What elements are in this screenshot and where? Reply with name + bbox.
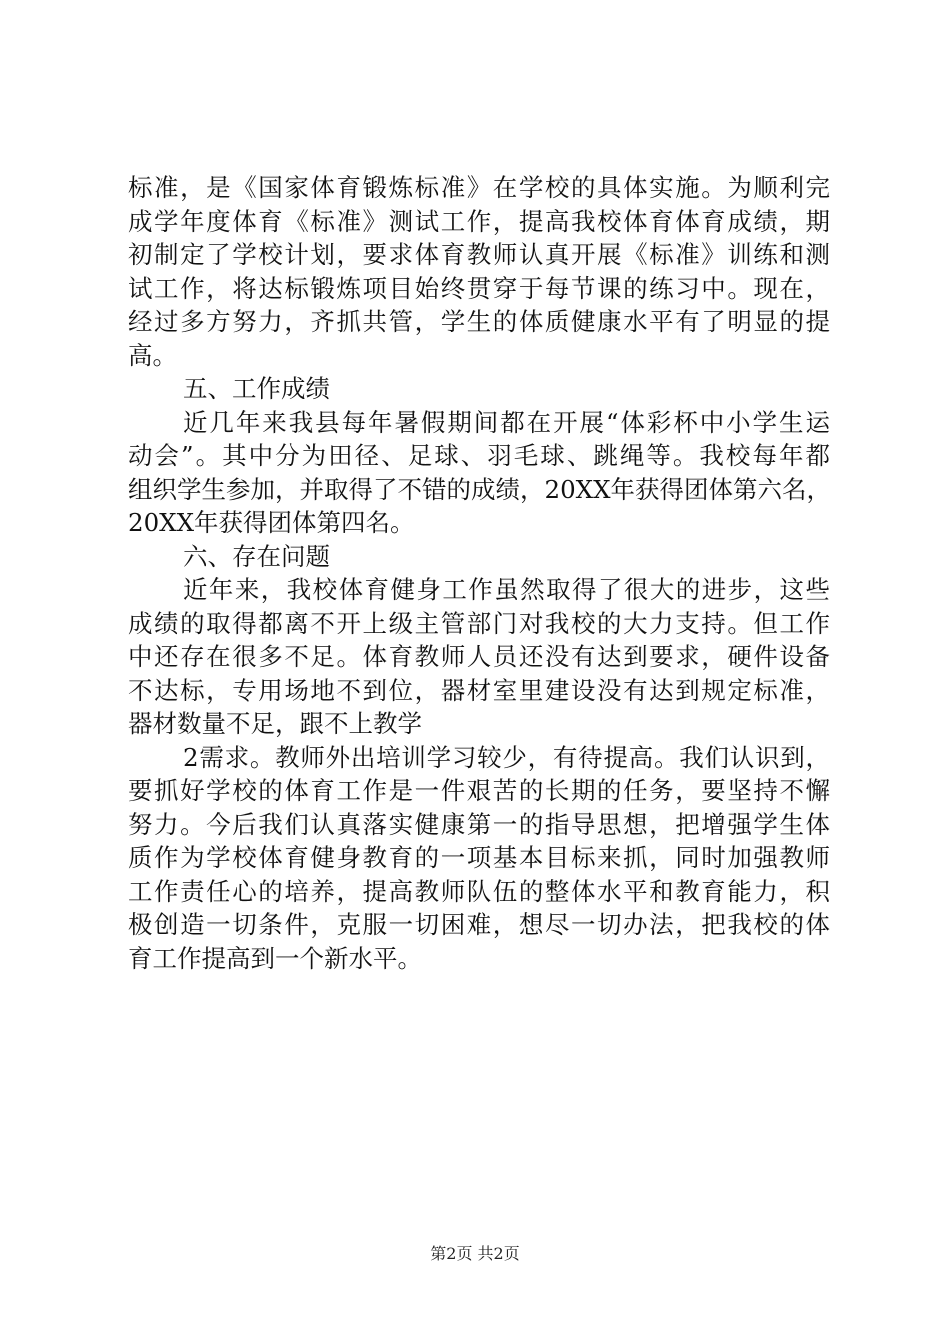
text-line: 工作责任心的培养，提高教师队伍的整体水平和教育能力，积	[128, 876, 830, 906]
text-line: 不达标，专用场地不到位，器材室里建设没有达到规定标准，	[128, 675, 830, 705]
text-line: 成绩的取得都离不开上级主管部门对我校的大力支持。但工作	[128, 608, 830, 638]
text-line: 标准，是《国家体育锻炼标准》在学校的具体实施。为顺利完	[128, 173, 830, 202]
text-line: 器材数量不足，跟不上教学	[128, 709, 422, 738]
text-line: 成学年度体育《标准》测试工作，提高我校体育体育成绩，期	[128, 206, 830, 236]
text-line: 试工作，将达标锻炼项目始终贯穿于每节课的练习中。现在，	[128, 273, 830, 303]
text-line: 中还存在很多不足。体育教师人员还没有达到要求，硬件设备	[128, 642, 830, 671]
text-line: 质作为学校体育健身教育的一项基本目标来抓，同时加强教师	[128, 843, 830, 872]
text-line: 动会”。其中分为田径、足球、羽毛球、跳绳等。我校每年都	[128, 441, 830, 470]
page-number-footer: 第2页 共2页	[430, 1244, 520, 1263]
text-line: 经过多方努力，齐抓共管，学生的体质健康水平有了明显的提	[128, 307, 830, 336]
text-line: 组织学生参加，并取得了不错的成绩，20XX年获得团体第六名，	[128, 474, 832, 504]
document-body	[128, 171, 830, 975]
text-line: 高。	[128, 340, 177, 370]
text-line: 2需求。教师外出培训学习较少，有待提高。我们认识到，	[183, 742, 830, 772]
text-line: 努力。今后我们认真落实健康第一的指导思想，把增强学生体	[128, 809, 830, 839]
text-line: 近几年来我县每年暑假期间都在开展“体彩杯中小学生运	[183, 407, 830, 437]
text-line: 要抓好学校的体育工作是一件艰苦的长期的任务，要坚持不懈	[128, 776, 830, 805]
text-line: 20XX年获得团体第四名。	[128, 508, 415, 537]
text-line: 近年来，我校体育健身工作虽然取得了很大的进步，这些	[183, 575, 830, 604]
text-line: 育工作提高到一个新水平。	[128, 943, 422, 973]
text-line: 极创造一切条件，克服一切困难，想尽一切办法，把我校的体	[128, 910, 830, 939]
text-line: 初制定了学校计划，要求体育教师认真开展《标准》训练和测	[128, 240, 830, 269]
section-heading-achievements: 五、工作成绩	[183, 374, 330, 403]
section-heading-problems: 六、存在问题	[183, 541, 330, 571]
